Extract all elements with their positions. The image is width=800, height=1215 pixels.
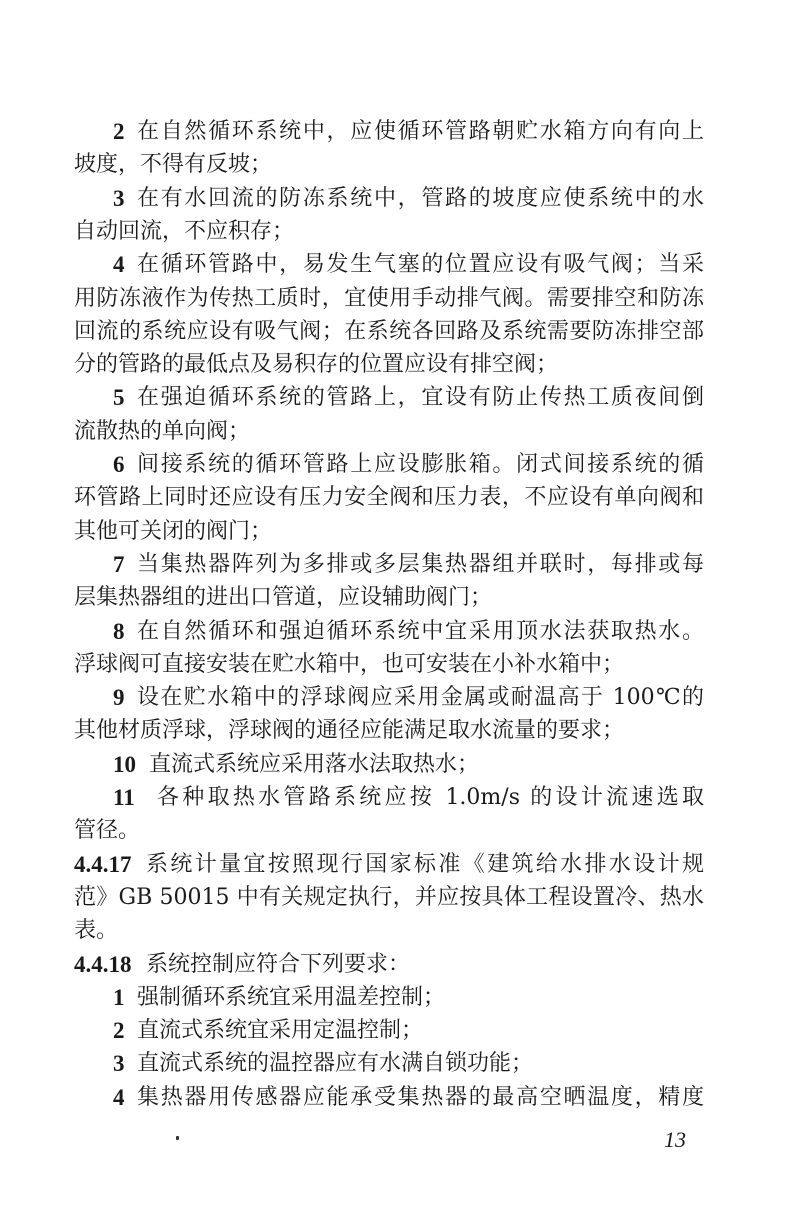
- clause-line: [74, 950, 704, 980]
- list-item-line: [113, 117, 704, 147]
- text-line: [74, 350, 704, 380]
- line-text: 在有水回流的防冻系统中，管路的坡度应使系统中的水: [137, 185, 704, 211]
- text-line: [74, 650, 704, 680]
- item-number: 10: [113, 751, 136, 777]
- scan-speck: [176, 1136, 179, 1140]
- text-line: [74, 150, 704, 180]
- list-item-line: [113, 750, 704, 780]
- line-text: 用防冻液作为传热工质时，宜使用手动排气阀。需要排空和防冻: [74, 285, 704, 311]
- list-item-line: [113, 184, 704, 214]
- item-number: 2: [113, 1018, 125, 1044]
- clause-number: 4.4.17: [74, 851, 132, 877]
- list-item-line: [113, 383, 704, 413]
- list-item-line: [113, 683, 704, 713]
- text-line: [74, 816, 704, 846]
- item-number: 3: [113, 1051, 125, 1077]
- line-text: 其他可关闭的阀门；: [74, 518, 273, 544]
- list-item-line: [113, 617, 704, 647]
- text-line: [74, 217, 704, 247]
- line-text: 各种取热水管路系统应按 1.0m/s 的设计流速选取: [157, 785, 704, 810]
- line-text: 环管路上同时还应设有压力安全阀和压力表，不应设有单向阀和: [74, 485, 704, 511]
- line-text: 自动回流，不应积存；: [74, 218, 295, 244]
- page-number: 13: [664, 1127, 686, 1152]
- list-item-line: [113, 450, 704, 480]
- text-line: [74, 583, 704, 613]
- line-text: 其他材质浮球，浮球阀的通径应能满足取水流量的要求；: [74, 718, 625, 744]
- list-item-line: [113, 550, 704, 580]
- list-item-line: [113, 783, 704, 813]
- text-line: [74, 284, 704, 314]
- text-line: [74, 517, 704, 547]
- text-line: [74, 716, 704, 746]
- line-text: 强制循环系统宜采用温差控制；: [137, 984, 446, 1010]
- line-text: 集热器用传感器应能承受集热器的最高空晒温度，精度: [137, 1084, 704, 1110]
- item-number: 2: [113, 119, 125, 144]
- list-item-line: [113, 1016, 704, 1046]
- line-text: 范》GB 50015 中有关规定执行，并应按具体工程设置冷、热水: [74, 884, 704, 910]
- line-text: 流散热的单向阀；: [74, 418, 251, 444]
- item-number: 9: [113, 685, 125, 711]
- text-line: [74, 317, 704, 347]
- line-text: 在自然循环系统中，应使循环管路朝贮水箱方向有向上: [137, 119, 704, 144]
- line-text: 分的管路的最低点及易积存的位置应设有排空阀；: [74, 352, 559, 378]
- line-text: 在强迫循环系统的管路上，宜设有防止传热工质夜间倒: [137, 385, 704, 411]
- line-text: 坡度，不得有反坡；: [74, 152, 273, 178]
- line-text: 浮球阀可直接安装在贮水箱中，也可安装在小补水箱中；: [74, 651, 625, 677]
- item-number: 4: [113, 252, 125, 278]
- line-text: 当集热器阵列为多排或多层集热器组并联时，每排或每: [137, 551, 704, 577]
- item-number: 6: [113, 452, 125, 477]
- line-text: 系统计量宜按照现行国家标准《建筑给水排水设计规: [146, 851, 704, 877]
- line-text: 管径。: [74, 818, 141, 844]
- line-text: 在循环管路中，易发生气塞的位置应设有吸气阀；当采: [137, 252, 704, 278]
- item-number: 8: [113, 618, 125, 644]
- item-number: 3: [113, 185, 125, 211]
- clause-line: [74, 850, 704, 880]
- line-text: 层集热器组的进出口管道，应设辅助阀门；: [74, 585, 493, 611]
- line-text: 直流式系统的温控器应有水满自锁功能；: [137, 1051, 534, 1077]
- text-line: [74, 916, 704, 946]
- list-item-line: [113, 1049, 704, 1079]
- item-number: 11: [113, 785, 135, 810]
- text-line: [74, 883, 704, 913]
- line-text: 在自然循环和强迫循环系统中宜采用顶水法获取热水。: [137, 618, 704, 644]
- list-item-line: [113, 250, 704, 280]
- text-line: [74, 483, 704, 513]
- clause-number: 4.4.18: [74, 951, 132, 977]
- line-text: 直流式系统应采用落水法取热水；: [149, 751, 480, 777]
- item-number: 7: [113, 551, 125, 577]
- line-text: 直流式系统宜采用定温控制；: [137, 1018, 424, 1044]
- list-item-line: [113, 1083, 704, 1113]
- list-item-line: [113, 983, 704, 1013]
- item-number: 1: [113, 984, 125, 1010]
- line-text: 设在贮水箱中的浮球阀应采用金属或耐温高于 100℃的: [137, 685, 704, 711]
- line-text: 回流的系统应设有吸气阀；在系统各回路及系统需要防冻排空部: [74, 318, 704, 344]
- item-number: 4: [113, 1084, 125, 1110]
- item-number: 5: [113, 385, 125, 411]
- line-text: 表。: [74, 918, 119, 944]
- text-line: [74, 417, 704, 447]
- line-text: 间接系统的循环管路上应设膨胀箱。闭式间接系统的循: [137, 452, 704, 477]
- line-text: 系统控制应符合下列要求：: [146, 951, 411, 977]
